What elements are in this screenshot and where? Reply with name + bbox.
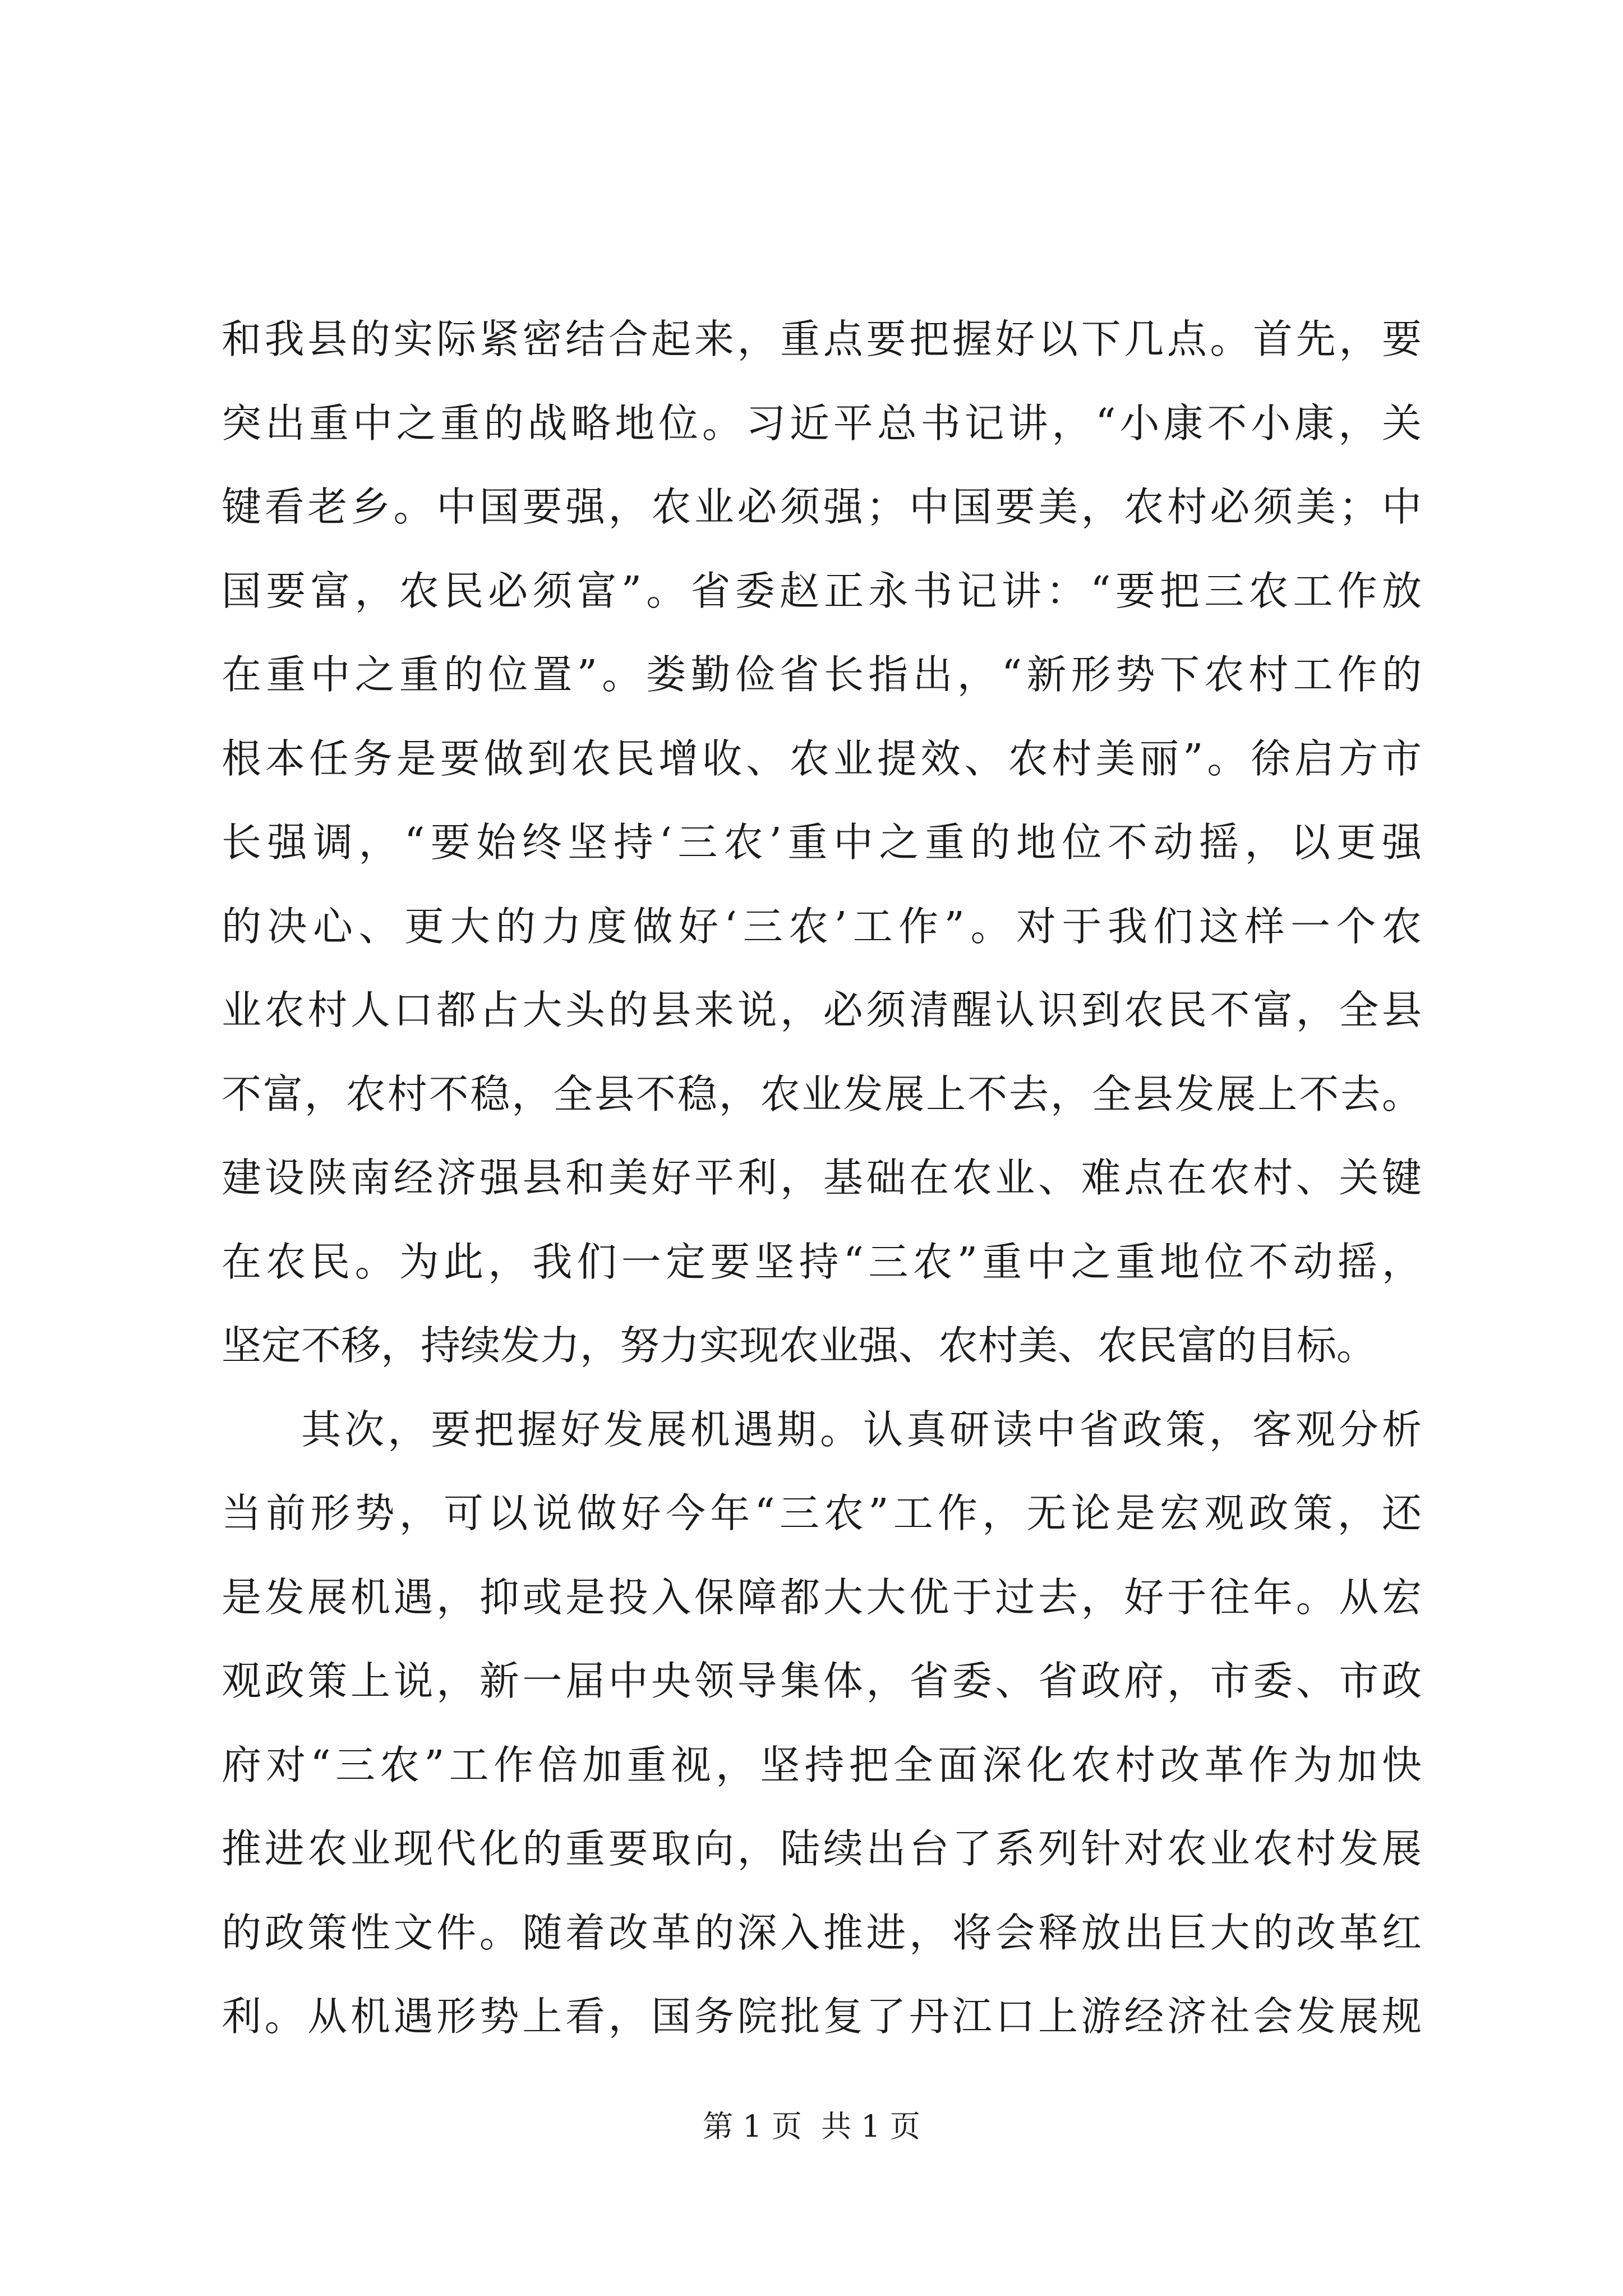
text-line-13: 坚定不移，持续发力，努力实现农业强、农村美、农民富的目标。	[222, 1322, 1377, 1369]
page-footer: 第 1 页 共 1 页	[703, 2109, 920, 2144]
text-line-15: 当前形势，可以说做好今年“三农”工作，无论是宏观政策，还	[222, 1490, 1422, 1536]
text-line-9: 业农村人口都占大头的县来说，必须清醒认识到农民不富，全县	[222, 987, 1422, 1033]
text-line-18: 府对“三农”工作倍加重视，坚持把全面深化农村改革作为加快	[222, 1741, 1422, 1788]
text-line-4: 国要富，农民必须富”。省委赵正永书记讲：“要把三农工作放	[222, 567, 1422, 614]
body-text	[222, 297, 1422, 2059]
text-line-10: 不富，农村不稳，全县不稳，农业发展上不去，全县发展上不去。	[222, 1070, 1422, 1117]
text-line-5: 在重中之重的位置”。娄勤俭省长指出，“新形势下农村工作的	[222, 651, 1422, 698]
text-line-19: 推进农业现代化的重要取向，陆续出台了系列针对农业农村发展	[222, 1825, 1422, 1872]
text-line-1: 和我县的实际紧密结合起来，重点要把握好以下几点。首先，要	[222, 316, 1422, 362]
text-line-17: 观政策上说，新一届中央领导集体，省委、省政府，市委、市政	[222, 1658, 1422, 1704]
text-line-20: 的政策性文件。随着改革的深入推进，将会释放出巨大的改革红	[222, 1909, 1422, 1956]
text-line-14: 其次，要把握好发展机遇期。认真研读中省政策，客观分析	[301, 1406, 1422, 1453]
text-line-11: 建设陕南经济强县和美好平利，基础在农业、难点在农村、关键	[222, 1154, 1422, 1201]
text-line-8: 的决心、更大的力度做好‘三农’工作”。对于我们这样一个农	[222, 903, 1422, 950]
text-line-16: 是发展机遇，抑或是投入保障都大大优于过去，好于往年。从宏	[222, 1573, 1422, 1621]
text-line-6: 根本任务是要做到农民增收、农业提效、农村美丽”。徐启方市	[222, 735, 1422, 782]
text-line-21: 利。从机遇形势上看，国务院批复了丹江口上游经济社会发展规	[222, 1993, 1422, 2040]
text-line-12: 在农民。为此，我们一定要坚持“三农”重中之重地位不动摇，	[222, 1238, 1422, 1285]
text-line-7: 长强调，“要始终坚持‘三农’重中之重的地位不动摇，以更强	[222, 819, 1422, 866]
text-line-2: 突出重中之重的战略地位。习近平总书记讲，“小康不小康，关	[222, 399, 1422, 447]
text-line-3: 键看老乡。中国要强，农业必须强；中国要美，农村必须美；中	[222, 484, 1422, 530]
